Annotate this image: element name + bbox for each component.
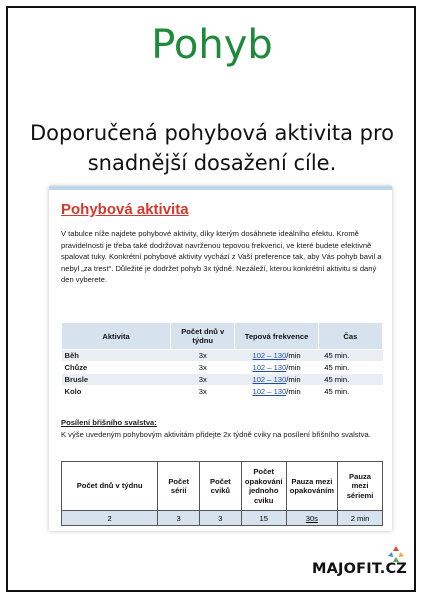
cell-time: 45 min. — [318, 386, 382, 398]
card-top-bar — [49, 186, 392, 190]
table-row — [62, 511, 383, 526]
card-title: Pohybová aktivita — [61, 201, 189, 218]
strength-text: K výše uvedeným pohybovým aktivitám přidejte 2x týdně cviky na posílení břišního svalstva. — [61, 429, 371, 439]
header-activity: Aktivita — [62, 323, 171, 350]
header-sets: Počet sérií — [158, 462, 200, 511]
header-exercises: Počet cviků — [200, 462, 242, 511]
logo-mark-orange — [399, 552, 404, 557]
table-row — [62, 350, 383, 362]
cell-days: 3x — [171, 350, 235, 362]
cell-heart-rate — [235, 362, 318, 374]
cell-heart-rate — [235, 350, 318, 362]
heart-rate-value: 102 – 130 — [252, 351, 287, 360]
logo-mark-blue — [388, 552, 393, 557]
cell-activity: Brusle — [62, 374, 171, 386]
table-row — [62, 374, 383, 386]
strength-table-header — [62, 462, 383, 511]
cell-activity: Běh — [62, 350, 171, 362]
cell-rest-sets: 2 min — [338, 511, 383, 526]
heart-rate-unit: /min — [286, 363, 301, 372]
header-rest-reps: Pauza mezi opakováním — [286, 462, 337, 511]
page-subtitle: Doporučená pohybová aktivita pro snadnější dosažení cíle. — [29, 121, 394, 175]
heart-rate-unit: /min — [286, 387, 301, 396]
cell-heart-rate — [235, 386, 318, 398]
logo-mark-red — [393, 546, 399, 551]
cell-activity: Kolo — [62, 386, 171, 398]
heart-rate-value: 102 – 130 — [252, 363, 287, 372]
cell-activity: Chůze — [62, 362, 171, 374]
strength-heading: Posílení břišního svalstva: — [61, 418, 157, 427]
cell-days: 3x — [171, 362, 235, 374]
cell-exercises: 3 — [200, 511, 242, 526]
cell-days-per-week: 2 — [62, 511, 158, 526]
header-heart-rate: Tepová frekvence — [235, 323, 318, 350]
header-rest-sets: Pauza mezi sériemi — [338, 462, 383, 511]
page-title: Pohyb — [151, 22, 273, 68]
header-days-per-week: Počet dnů v týdnu — [62, 462, 158, 511]
table-row — [62, 362, 383, 374]
card-intro-text: V tabulce níže najdete pohybové aktivity, díky kterým dosáhnete ideálního efektu. Kromě pravidelnosti je třeba také dodržovat navrženou tepovou frekvenci, ve které budete efektivně spalovat tuky. Konkrétní pohybové aktivity vychází z Vaší preference tak, aby Vás pohyb bavil a nebyl „za trest“. Důležité je dodržet pohyb 3x týdně. Nezáleží, kterou konkrétní aktivitu si daný den vyberete. — [61, 229, 382, 284]
activity-card — [49, 186, 392, 531]
heart-rate-unit: /min — [286, 351, 301, 360]
cell-rest-reps — [286, 511, 337, 526]
header-time: Čas — [318, 323, 382, 350]
strength-section — [61, 417, 383, 440]
cell-repetitions: 15 — [241, 511, 286, 526]
logo-text: MAJOFIT.CZ — [312, 561, 408, 577]
logo-mark-icon — [388, 546, 404, 562]
cell-sets: 3 — [158, 511, 200, 526]
header-repetitions: Počet opakování jednoho cviku — [241, 462, 286, 511]
heart-rate-value: 102 – 130 — [252, 387, 287, 396]
strength-table — [61, 461, 383, 526]
activity-table — [61, 322, 383, 397]
header-days: Počet dnů v týdnu — [171, 323, 235, 350]
cell-time: 45 min. — [318, 374, 382, 386]
cell-heart-rate — [235, 374, 318, 386]
heart-rate-value: 102 – 130 — [252, 375, 287, 384]
cell-time: 45 min. — [318, 362, 382, 374]
rest-reps-value: 30s — [305, 513, 318, 523]
majofit-logo — [312, 548, 412, 588]
cell-days: 3x — [171, 374, 235, 386]
cell-days: 3x — [171, 386, 235, 398]
cell-time: 45 min. — [318, 350, 382, 362]
heart-rate-unit: /min — [286, 375, 301, 384]
activity-table-header — [62, 323, 383, 350]
table-row — [62, 386, 383, 398]
